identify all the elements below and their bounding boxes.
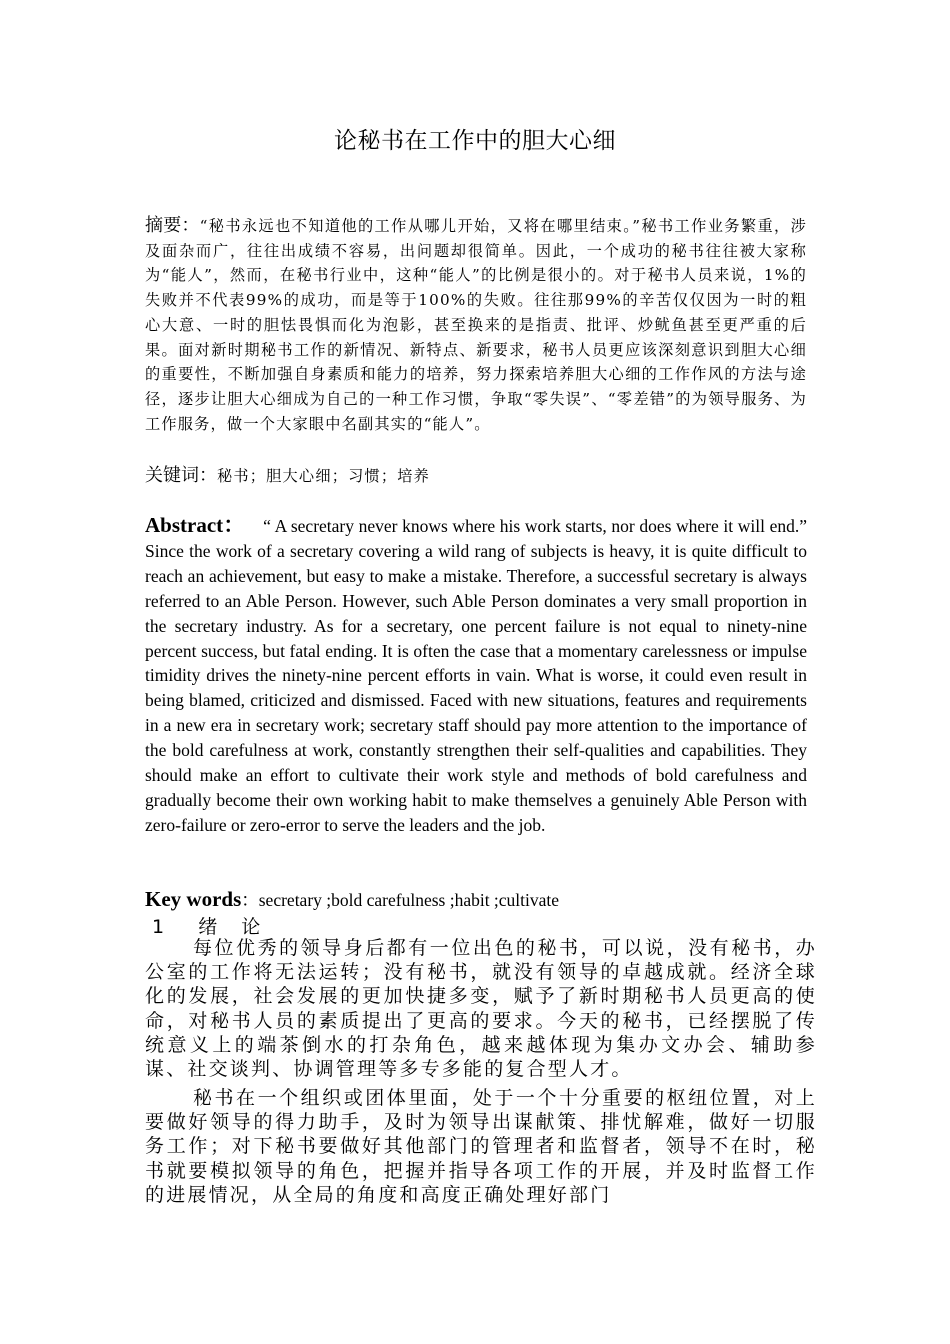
chinese-abstract-text: “秘书永远也不知道他的工作从哪儿开始，又将在哪里结束。”秘书工作业务繁重，涉及面杂而广，往往出成绩不容易，出问题却很简单。因此，一个成功的秘书往往被大家称为“能人”，然而，在秘书行业中，这种“能人”的比例是很小的。对于秘书人员来说，1%的失败并不代表99%的成功，而是等于100%的失败。往往那99%的辛苦仅仅因为一时的粗心大意、一时的胆怯畏惧而化为泡影，甚至换来的是指责、批评、炒鱿鱼甚至更严重的后果。面对新时期秘书工作的新情况、新特点、新要求，秘书人员更应该深刻意识到胆大心细的重要性，不断加强自身素质和能力的培养，努力探索培养胆大心细的工作作风的方法与途径，逐步让胆大心细成为自己的一种工作习惯，争取“零失误”、“零差错”的为领导服务、为工作服务，做一个大家眼中名副其实的“能人”。 xyxy=(145,217,808,433)
english-abstract-text: “ A secretary never knows where his work starts, nor does where it will end.” Since the work of a secretary covering a wild rang of subjects is heavy, it is quite difficult to reach an achievement, but easy to make a mistake. Therefore, a successful secretary is always referred to an Able Person. However, such Able Person dominates a very small proportion in the secretary industry. As for a secretary, one percent failure is not equal to ninety-nine percent success, but fatal ending. It is often the case that a momentary carelessness or impulse timidity drives the ninety-nine percent efforts in vain. What is worse, it could even result in being blamed, criticized and dismissed. Faced with new situations, features and requirements in a new era in secretary work; secretary staff should pay more attention to the importance of the bold carefulness at work, constantly strengthen their self-qualities and capabilities. They should make an effort to cultivate their work style and methods of bold carefulness and gradually become their own working habit to make themselves a genuinely Able Person with zero-failure or zero-error to serve the leaders and the job. xyxy=(145,516,807,835)
chinese-keywords-label: 关键词： xyxy=(145,465,217,486)
section-title: 绪 论 xyxy=(198,916,265,938)
english-keywords-label: Key words xyxy=(145,887,242,911)
body-paragraph-1: 每位优秀的领导身后都有一位出色的秘书，可以说，没有秘书，办公室的工作将无法运转；没有秘书，就没有领导的卓越成就。经济全球化的发展，社会发展的更加快捷多变，赋予了新时期秘书人员更高的使命，对秘书人员的素质提出了更高的要求。今天的秘书，已经摆脱了传统意义上的端茶倒水的打杂角色，越来越体现为集办文办会、辅助参谋、社交谈判、协调管理等多专多能的复合型人才。 xyxy=(145,937,817,1081)
page-title: 论秘书在工作中的胆大心细 xyxy=(334,128,616,154)
chinese-keywords-text: 秘书；胆大心细；习惯；培养 xyxy=(217,467,431,485)
chinese-keywords xyxy=(145,464,807,489)
body-paragraph-2: 秘书在一个组织或团体里面，处于一个十分重要的枢纽位置，对上要做好领导的得力助手，及时为领导出谋献策、排忧解难，做好一切服务工作；对下秘书要做好其他部门的管理者和监督者，领导不在时，秘书就要模拟领导的角色，把握并指导各项工作的开展，并及时监督工作的进展情况，从全局的角度和高度正确处理好部门 xyxy=(145,1087,817,1206)
english-abstract-label: Abstract： xyxy=(145,513,245,537)
section-heading xyxy=(152,912,264,939)
chinese-abstract-label: 摘要： xyxy=(145,215,200,236)
english-keywords-text: secretary ;bold carefulness ;habit ;cultivate xyxy=(258,890,560,910)
section-number: 1 xyxy=(152,916,169,938)
chinese-abstract xyxy=(145,214,807,436)
english-keywords-colon: ： xyxy=(241,890,259,910)
english-abstract xyxy=(145,513,807,838)
english-keywords xyxy=(145,887,559,912)
